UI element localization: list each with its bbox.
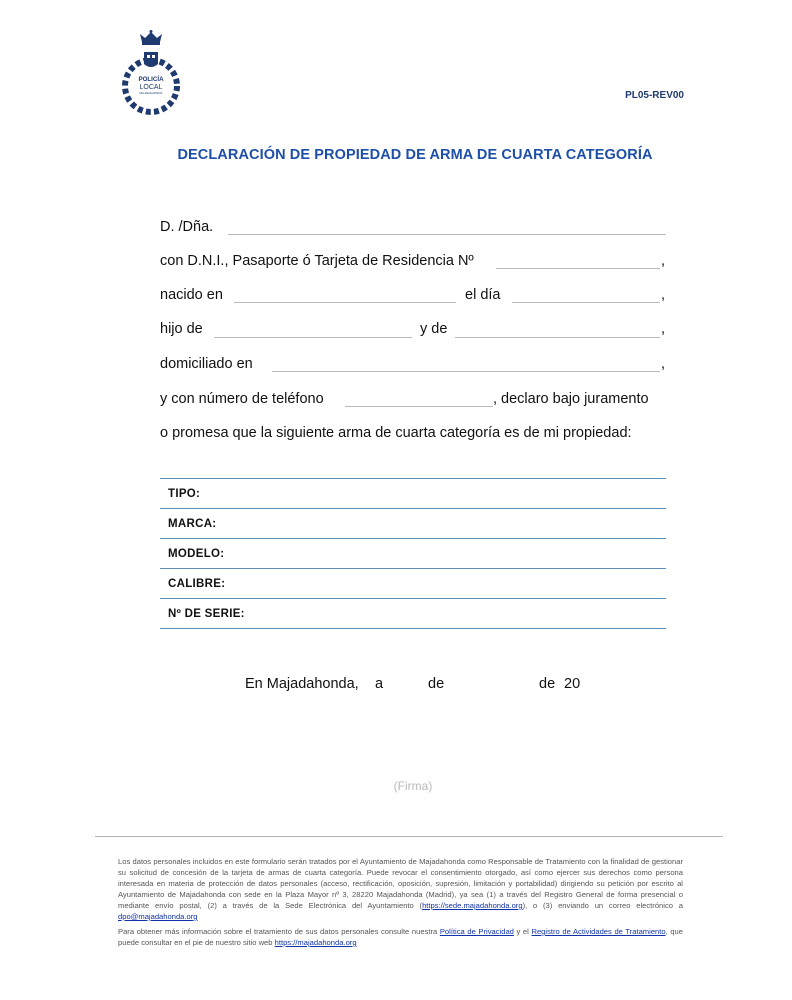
modelo-label: MODELO: <box>168 547 225 560</box>
sede-link[interactable]: https://sede.majadahonda.org <box>422 901 523 910</box>
marca-label: MARCA: <box>168 517 217 530</box>
website-link[interactable]: https://majadahonda.org <box>274 938 357 947</box>
name-label: D. /Dña. <box>160 219 214 235</box>
comma: , <box>661 253 666 269</box>
id-document-field[interactable] <box>496 268 660 269</box>
birthplace-field[interactable] <box>234 302 456 303</box>
table-row-serie[interactable] <box>160 599 666 629</box>
logo-text-city: MAJADAHONDA <box>139 91 163 95</box>
footer-divider <box>95 836 723 837</box>
logo-text-local: LOCAL <box>139 84 163 91</box>
address-field[interactable] <box>272 371 660 372</box>
document-code: PL05-REV00 <box>625 90 684 101</box>
page-title: DECLARACIÓN DE PROPIEDAD DE ARMA DE CUARTA CATEGORÍA <box>177 147 653 163</box>
declaration-text: o promesa que la siguiente arma de cuarta categoría es de mi propiedad: <box>160 425 632 441</box>
table-row-tipo[interactable] <box>160 479 666 509</box>
date-year: 20 <box>564 676 581 692</box>
privacy-more-info <box>118 926 683 948</box>
date-place: En Majadahonda, <box>245 676 359 692</box>
police-badge-icon <box>120 30 182 125</box>
date-de-1: de <box>428 676 445 692</box>
birthdate-field[interactable] <box>512 302 660 303</box>
police-logo <box>120 30 182 125</box>
weapon-table <box>160 478 666 629</box>
more-info-text-c: , que puede consultar en el pie de nuestro sitio web <box>118 927 683 947</box>
privacy-text-b: ), o (3) enviando un correo electrónico a <box>522 901 683 910</box>
phone-field[interactable] <box>345 406 493 407</box>
father-label: hijo de <box>160 321 203 337</box>
name-field[interactable] <box>228 234 666 235</box>
more-info-text-b: y el <box>516 927 529 936</box>
birthdate-label: el día <box>465 287 501 303</box>
mother-field[interactable] <box>455 337 660 338</box>
mother-label: y de <box>420 321 448 337</box>
comma: , <box>661 356 666 372</box>
calibre-label: CALIBRE: <box>168 577 226 590</box>
tipo-label: TIPO: <box>168 487 201 500</box>
address-label: domiciliado en <box>160 356 253 372</box>
table-row-calibre[interactable] <box>160 569 666 599</box>
privacy-text: Los datos personales incluidos en este formulario serán tratados por el Ayuntamiento de Majadahonda como Responsable de Tratamiento con la finalidad de gestionar su solicitud de concesión de la tarjeta de armas de cuarta categoría. Puede revocar el consentimiento otorgado, así como ejercer sus derechos como persona interesada en materia de protección de datos personales (acceso, rectificación, oposición, supresión, limitación y portabilidad) dirigiendo su petición por escrito al Ayuntamiento de Majadahonda con sede en la Plaza Mayor nº 3, 28220 Majadahonda (Madrid), ya sea (1) a través del Registro General de forma presencial o mediante envío postal, (2) a través de la Sede Electrónica del Ayuntamiento ( <box>118 857 683 910</box>
dpo-email-link[interactable]: dpo@majadahonda.org <box>118 912 198 921</box>
signature-label: (Firma) <box>393 779 433 793</box>
id-document-label: con D.N.I., Pasaporte ó Tarjeta de Residencia Nº <box>160 253 474 269</box>
table-row-modelo[interactable] <box>160 539 666 569</box>
logo-text-policia: POLICÍA <box>138 76 164 83</box>
birthplace-label: nacido en <box>160 287 223 303</box>
table-row-marca[interactable] <box>160 509 666 539</box>
oath-text: , declaro bajo juramento <box>493 391 649 407</box>
privacy-notice <box>118 856 683 922</box>
date-de-2: de <box>539 676 556 692</box>
phone-label: y con número de teléfono <box>160 391 324 407</box>
date-a: a <box>375 676 384 692</box>
activity-register-link[interactable]: Registro de Actividades de Tratamiento <box>531 927 666 936</box>
more-info-text-a: Para obtener más información sobre el tratamiento de sus datos personales consulte nuestra <box>118 927 438 936</box>
privacy-policy-link[interactable]: Política de Privacidad <box>439 927 514 936</box>
serial-number-label: Nº DE SERIE: <box>168 607 245 620</box>
comma: , <box>661 321 666 337</box>
father-field[interactable] <box>214 337 412 338</box>
comma: , <box>661 287 666 303</box>
